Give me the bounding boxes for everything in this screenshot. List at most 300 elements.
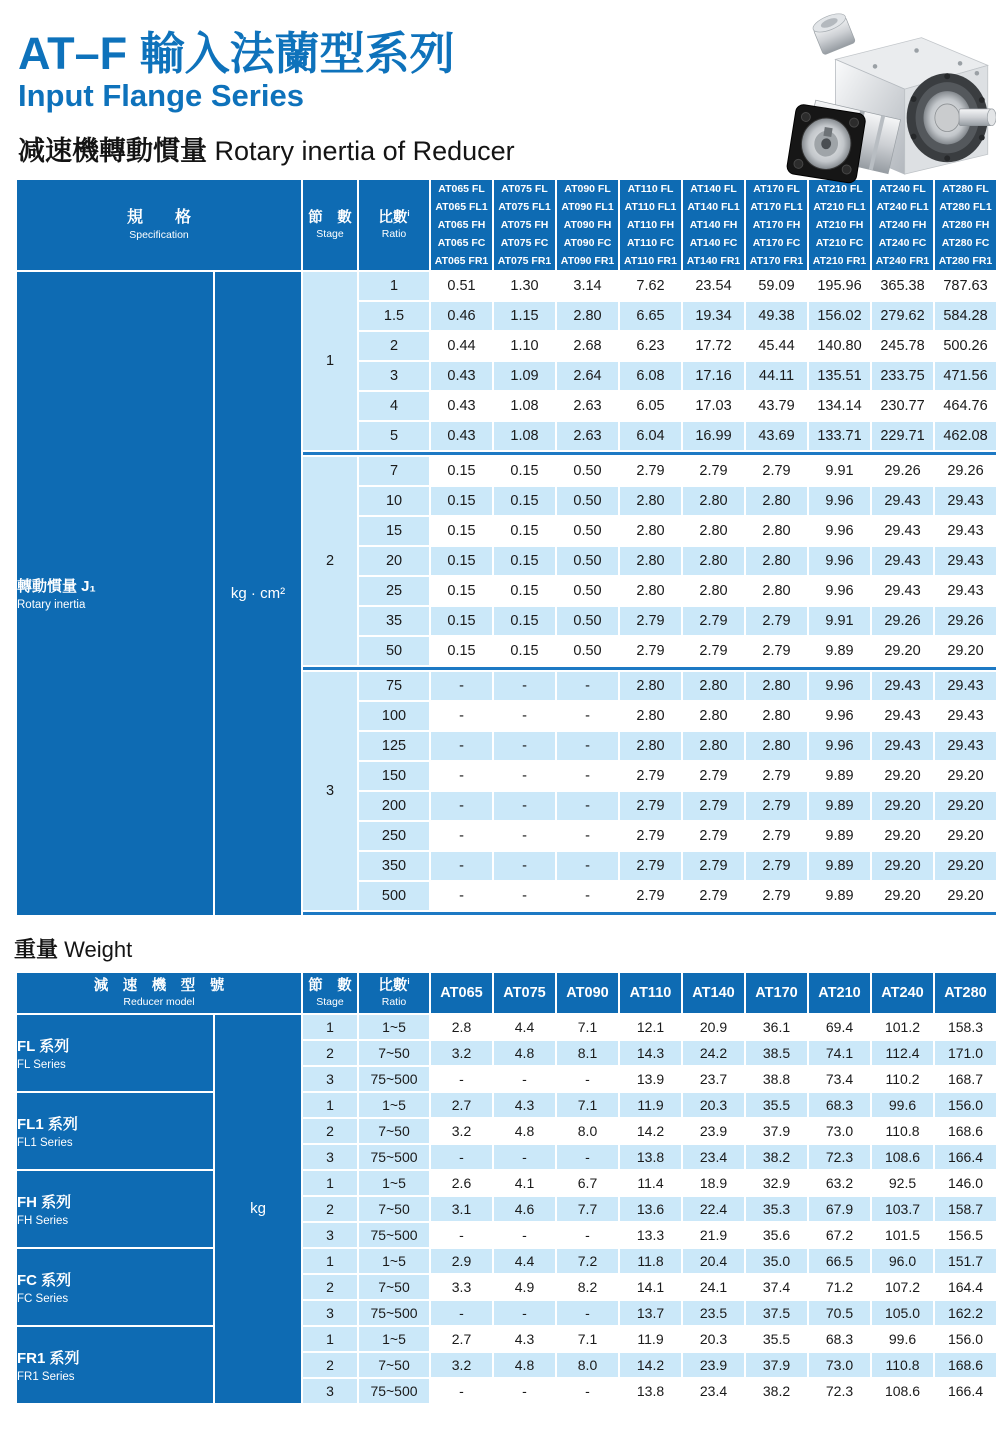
inertia-value-cell: 2.80 xyxy=(683,547,744,575)
weight-value-cell: 14.2 xyxy=(620,1353,681,1377)
ratio-header-en: Ratio xyxy=(381,995,407,1008)
series-label-en: FR1 Series xyxy=(17,1370,75,1383)
inertia-value-cell: 0.50 xyxy=(557,457,618,485)
weight-value-cell: 72.3 xyxy=(809,1145,870,1169)
ratio-cell: 7~50 xyxy=(359,1197,429,1221)
inertia-value-cell: 9.91 xyxy=(809,457,870,485)
weight-value-cell: 35.3 xyxy=(746,1197,807,1221)
inertia-value-cell: - xyxy=(431,762,492,790)
model-column-header xyxy=(431,180,492,270)
series-label-en: FH Series xyxy=(17,1214,69,1227)
inertia-value-cell: 2.80 xyxy=(620,577,681,605)
weight-value-cell: 63.2 xyxy=(809,1171,870,1195)
weight-value-cell: 20.4 xyxy=(683,1249,744,1273)
inertia-value-cell: 2.80 xyxy=(620,517,681,545)
ratio-cell: 3 xyxy=(359,362,429,390)
inertia-value-cell: 6.04 xyxy=(620,422,681,450)
weight-value-cell: 3.1 xyxy=(431,1197,492,1221)
stage-header-zh: 節 數 xyxy=(308,209,352,226)
series-label-zh: FC 系列 xyxy=(17,1271,72,1289)
inertia-value-cell: 45.44 xyxy=(746,332,807,360)
inertia-value-cell: 2.63 xyxy=(557,392,618,420)
inertia-value-cell: 29.20 xyxy=(935,792,996,820)
ratio-cell: 500 xyxy=(359,882,429,910)
weight-value-cell: 36.1 xyxy=(746,1015,807,1039)
inertia-value-cell: 787.63 xyxy=(935,272,996,300)
weight-value-cell: 71.2 xyxy=(809,1275,870,1299)
weight-value-cell: 99.6 xyxy=(872,1093,933,1117)
reducer-model-header-cell xyxy=(17,973,301,1013)
weight-table xyxy=(15,971,998,1405)
inertia-value-cell: 2.79 xyxy=(746,792,807,820)
model-column-header: AT240 xyxy=(872,973,933,1013)
inertia-value-cell: 29.43 xyxy=(872,547,933,575)
weight-value-cell: 37.5 xyxy=(746,1301,807,1325)
weight-value-cell: 4.8 xyxy=(494,1353,555,1377)
inertia-value-cell: 0.50 xyxy=(557,487,618,515)
stage-divider xyxy=(303,912,996,915)
weight-value-cell: - xyxy=(557,1067,618,1091)
inertia-value-cell: - xyxy=(431,822,492,850)
reducer-model-header-en: Reducer model xyxy=(123,995,195,1008)
ratio-cell: 7~50 xyxy=(359,1275,429,1299)
weight-value-cell: 13.8 xyxy=(620,1145,681,1169)
weight-value-cell: 158.3 xyxy=(935,1015,996,1039)
weight-value-cell: 4.8 xyxy=(494,1119,555,1143)
model-column-header: AT170 xyxy=(746,973,807,1013)
inertia-value-cell: 2.79 xyxy=(746,762,807,790)
inertia-value-cell: 29.20 xyxy=(872,762,933,790)
inertia-value-cell: 2.79 xyxy=(683,882,744,910)
weight-value-cell: 21.9 xyxy=(683,1223,744,1247)
inertia-value-cell: 2.80 xyxy=(746,732,807,760)
inertia-value-cell: 29.20 xyxy=(935,762,996,790)
model-variant-label: AT065 FH xyxy=(437,218,486,231)
inertia-value-cell: 1.15 xyxy=(494,302,555,330)
weight-value-cell: 2.8 xyxy=(431,1015,492,1039)
weight-row xyxy=(17,1015,996,1039)
inertia-value-cell: 134.14 xyxy=(809,392,870,420)
ratio-cell: 2 xyxy=(359,332,429,360)
stage-cell: 3 xyxy=(303,1067,357,1091)
model-variant-label: AT170 FL xyxy=(753,182,800,195)
weight-value-cell: 6.7 xyxy=(557,1171,618,1195)
weight-value-cell: 14.3 xyxy=(620,1041,681,1065)
inertia-value-cell: 279.62 xyxy=(872,302,933,330)
inertia-value-cell: 6.23 xyxy=(620,332,681,360)
weight-value-cell: 23.4 xyxy=(683,1379,744,1403)
weight-value-cell: 22.4 xyxy=(683,1197,744,1221)
model-variant-label: AT240 FH xyxy=(878,218,927,231)
model-column-header: AT110 xyxy=(620,973,681,1013)
weight-table-header-row xyxy=(17,973,996,1013)
weight-value-cell: 166.4 xyxy=(935,1379,996,1403)
model-variant-label: AT110 FL1 xyxy=(624,200,677,213)
inertia-value-cell: 0.15 xyxy=(431,487,492,515)
weight-value-cell: 11.4 xyxy=(620,1171,681,1195)
weight-value-cell: 23.4 xyxy=(683,1145,744,1169)
stage-header-en: Stage xyxy=(316,995,344,1008)
model-variant-label: AT090 FL xyxy=(564,182,611,195)
weight-value-cell: 66.5 xyxy=(809,1249,870,1273)
inertia-value-cell: - xyxy=(557,672,618,700)
inertia-value-cell: - xyxy=(494,732,555,760)
weight-title-en: Weight xyxy=(64,936,133,962)
ratio-cell: 100 xyxy=(359,702,429,730)
inertia-value-cell: 2.80 xyxy=(683,487,744,515)
weight-value-cell: 101.5 xyxy=(872,1223,933,1247)
inertia-value-cell: 2.68 xyxy=(557,332,618,360)
inertia-value-cell: - xyxy=(431,672,492,700)
model-column-header xyxy=(683,180,744,270)
weight-value-cell: 2.7 xyxy=(431,1327,492,1351)
inertia-value-cell: - xyxy=(494,852,555,880)
weight-value-cell: 112.4 xyxy=(872,1041,933,1065)
weight-value-cell: 37.9 xyxy=(746,1119,807,1143)
inertia-value-cell: 0.15 xyxy=(494,517,555,545)
inertia-value-cell: 9.89 xyxy=(809,822,870,850)
model-variant-label: AT075 FH xyxy=(500,218,549,231)
stage-cell: 3 xyxy=(303,1145,357,1169)
inertia-value-cell: 0.44 xyxy=(431,332,492,360)
weight-value-cell: 164.4 xyxy=(935,1275,996,1299)
inertia-value-cell: - xyxy=(494,762,555,790)
weight-value-cell: 4.3 xyxy=(494,1093,555,1117)
inertia-value-cell: 2.79 xyxy=(683,637,744,665)
inertia-value-cell: 9.89 xyxy=(809,882,870,910)
model-variant-label: AT240 FR1 xyxy=(875,254,930,267)
inertia-table-header-row xyxy=(17,180,996,270)
weight-value-cell: - xyxy=(494,1379,555,1403)
inertia-value-cell: 9.89 xyxy=(809,792,870,820)
inertia-value-cell: 17.03 xyxy=(683,392,744,420)
model-variant-label: AT075 FL1 xyxy=(498,200,551,213)
inertia-value-cell: 0.43 xyxy=(431,422,492,450)
inertia-value-cell: 29.20 xyxy=(872,852,933,880)
weight-value-cell: 23.7 xyxy=(683,1067,744,1091)
weight-title-zh: 重量 xyxy=(14,936,59,962)
inertia-value-cell: 0.50 xyxy=(557,607,618,635)
inertia-value-cell: 2.79 xyxy=(683,822,744,850)
ratio-cell: 5 xyxy=(359,422,429,450)
weight-value-cell: 72.3 xyxy=(809,1379,870,1403)
weight-value-cell: 110.2 xyxy=(872,1067,933,1091)
ratio-cell: 7~50 xyxy=(359,1353,429,1377)
inertia-value-cell: 0.51 xyxy=(431,272,492,300)
ratio-cell: 7~50 xyxy=(359,1119,429,1143)
inertia-value-cell: 2.80 xyxy=(683,672,744,700)
ratio-cell: 25 xyxy=(359,577,429,605)
stage-divider xyxy=(303,452,996,455)
weight-value-cell: 151.7 xyxy=(935,1249,996,1273)
weight-value-cell: 32.9 xyxy=(746,1171,807,1195)
ratio-header-cell xyxy=(359,973,429,1013)
model-variant-label: AT110 FC xyxy=(626,236,675,249)
inertia-value-cell: 16.99 xyxy=(683,422,744,450)
weight-value-cell: 4.6 xyxy=(494,1197,555,1221)
weight-value-cell: 158.7 xyxy=(935,1197,996,1221)
weight-value-cell: 69.4 xyxy=(809,1015,870,1039)
weight-value-cell: 23.5 xyxy=(683,1301,744,1325)
weight-value-cell: 7.1 xyxy=(557,1093,618,1117)
inertia-value-cell: 1.08 xyxy=(494,422,555,450)
weight-row xyxy=(17,1249,996,1273)
inertia-value-cell: 2.80 xyxy=(746,672,807,700)
weight-value-cell: - xyxy=(431,1145,492,1169)
ratio-header-zh-text: 比數 xyxy=(378,209,408,226)
ratio-cell: 1~5 xyxy=(359,1171,429,1195)
model-variant-label: AT280 FH xyxy=(941,218,990,231)
weight-value-cell: 38.5 xyxy=(746,1041,807,1065)
stage-cell: 2 xyxy=(303,1119,357,1143)
stage-cell: 3 xyxy=(303,1223,357,1247)
inertia-value-cell: - xyxy=(494,882,555,910)
inertia-value-cell: 2.64 xyxy=(557,362,618,390)
weight-unit-cell: kg xyxy=(215,1015,301,1403)
ratio-header-en: Ratio xyxy=(381,227,407,240)
weight-value-cell: 168.6 xyxy=(935,1119,996,1143)
weight-value-cell: - xyxy=(494,1067,555,1091)
model-variant-label: AT240 FL xyxy=(879,182,926,195)
model-variant-label: AT280 FC xyxy=(941,236,990,249)
model-variant-label: AT110 FL xyxy=(627,182,674,195)
inertia-value-cell: 29.43 xyxy=(935,517,996,545)
inertia-value-cell: 0.15 xyxy=(431,577,492,605)
weight-value-cell: 171.0 xyxy=(935,1041,996,1065)
model-column-header xyxy=(809,180,870,270)
inertia-value-cell: 9.96 xyxy=(809,517,870,545)
weight-value-cell: 18.9 xyxy=(683,1171,744,1195)
model-variant-label: AT140 FL xyxy=(690,182,737,195)
weight-value-cell: 12.1 xyxy=(620,1015,681,1039)
weight-value-cell: 13.7 xyxy=(620,1301,681,1325)
weight-value-cell: 14.2 xyxy=(620,1119,681,1143)
inertia-value-cell: 0.50 xyxy=(557,517,618,545)
section-title-en: Rotary inertia of Reducer xyxy=(214,135,515,166)
weight-value-cell: 14.1 xyxy=(620,1275,681,1299)
model-variant-label: AT065 FL xyxy=(438,182,485,195)
weight-value-cell: 73.0 xyxy=(809,1353,870,1377)
model-variant-label: AT075 FR1 xyxy=(497,254,552,267)
ratio-cell: 125 xyxy=(359,732,429,760)
inertia-value-cell: 229.71 xyxy=(872,422,933,450)
inertia-value-cell: 29.43 xyxy=(872,672,933,700)
inertia-value-cell: 0.46 xyxy=(431,302,492,330)
page-title-english: Input Flange Series xyxy=(18,77,304,113)
inertia-value-cell: 2.79 xyxy=(746,822,807,850)
weight-value-cell: 35.6 xyxy=(746,1223,807,1247)
series-label-en: FL Series xyxy=(17,1058,66,1071)
inertia-value-cell: 43.69 xyxy=(746,422,807,450)
model-variant-label: AT090 FH xyxy=(563,218,612,231)
inertia-value-cell: 2.79 xyxy=(620,852,681,880)
ratio-cell: 150 xyxy=(359,762,429,790)
model-column-header: AT210 xyxy=(809,973,870,1013)
stage-cell: 1 xyxy=(303,1093,357,1117)
inertia-value-cell: - xyxy=(494,822,555,850)
inertia-value-cell: 29.43 xyxy=(935,702,996,730)
model-variant-label: AT210 FL1 xyxy=(813,200,866,213)
weight-value-cell: 4.8 xyxy=(494,1041,555,1065)
inertia-value-cell: 29.20 xyxy=(872,637,933,665)
weight-value-cell: 35.0 xyxy=(746,1249,807,1273)
inertia-value-cell: 9.89 xyxy=(809,762,870,790)
weight-value-cell: 20.3 xyxy=(683,1327,744,1351)
weight-value-cell: - xyxy=(494,1223,555,1247)
ratio-cell: 7 xyxy=(359,457,429,485)
model-variant-label: AT090 FC xyxy=(563,236,612,249)
inertia-value-cell: 0.50 xyxy=(557,577,618,605)
weight-value-cell: 4.3 xyxy=(494,1327,555,1351)
inertia-value-cell: 2.79 xyxy=(620,607,681,635)
inertia-value-cell: 9.96 xyxy=(809,702,870,730)
weight-value-cell: 24.1 xyxy=(683,1275,744,1299)
inertia-value-cell: - xyxy=(494,792,555,820)
weight-value-cell: 168.7 xyxy=(935,1067,996,1091)
inertia-value-cell: - xyxy=(431,732,492,760)
inertia-value-cell: - xyxy=(557,822,618,850)
inertia-value-cell: 29.43 xyxy=(935,577,996,605)
weight-value-cell: - xyxy=(494,1301,555,1325)
weight-value-cell: 38.2 xyxy=(746,1379,807,1403)
series-label-en: FL1 Series xyxy=(17,1136,73,1149)
model-column-header xyxy=(872,180,933,270)
inertia-value-cell: 2.80 xyxy=(620,732,681,760)
weight-value-cell: 96.0 xyxy=(872,1249,933,1273)
weight-value-cell: 110.8 xyxy=(872,1353,933,1377)
weight-value-cell: 156.0 xyxy=(935,1327,996,1351)
weight-value-cell: 20.3 xyxy=(683,1093,744,1117)
stage-cell: 2 xyxy=(303,457,357,665)
model-variant-label: AT280 FL1 xyxy=(939,200,992,213)
model-variant-label: AT240 FL1 xyxy=(876,200,929,213)
weight-value-cell: 99.6 xyxy=(872,1327,933,1351)
inertia-value-cell: 230.77 xyxy=(872,392,933,420)
inertia-value-cell: 2.80 xyxy=(620,702,681,730)
inertia-value-cell: - xyxy=(431,882,492,910)
weight-value-cell: 73.4 xyxy=(809,1067,870,1091)
inertia-value-cell: 2.79 xyxy=(746,607,807,635)
inertia-value-cell: 9.96 xyxy=(809,672,870,700)
series-label-zh: FH 系列 xyxy=(17,1193,72,1211)
weight-value-cell: 67.2 xyxy=(809,1223,870,1247)
ratio-cell: 75~500 xyxy=(359,1379,429,1403)
inertia-value-cell: 0.15 xyxy=(431,547,492,575)
stage-header-cell xyxy=(303,180,357,270)
stage-cell: 1 xyxy=(303,1171,357,1195)
inertia-value-cell: 2.80 xyxy=(746,487,807,515)
spec-header-cell xyxy=(17,180,301,270)
model-variant-label: AT170 FR1 xyxy=(749,254,804,267)
model-column-header: AT280 xyxy=(935,973,996,1013)
ratio-cell: 1~5 xyxy=(359,1327,429,1351)
stage-header-zh: 節 數 xyxy=(308,977,352,994)
weight-value-cell: - xyxy=(557,1301,618,1325)
rotary-inertia-row-label xyxy=(17,272,213,915)
weight-value-cell: 38.8 xyxy=(746,1067,807,1091)
inertia-value-cell: 29.43 xyxy=(935,672,996,700)
inertia-value-cell: 2.79 xyxy=(620,882,681,910)
inertia-value-cell: 2.79 xyxy=(746,457,807,485)
model-variant-label: AT140 FC xyxy=(689,236,738,249)
model-column-header xyxy=(620,180,681,270)
inertia-value-cell: 0.43 xyxy=(431,392,492,420)
series-label-zh: FL1 系列 xyxy=(17,1115,78,1133)
inertia-value-cell: 584.28 xyxy=(935,302,996,330)
series-label xyxy=(17,1015,213,1091)
weight-value-cell: 162.2 xyxy=(935,1301,996,1325)
ratio-cell: 250 xyxy=(359,822,429,850)
inertia-value-cell: 2.80 xyxy=(746,577,807,605)
stage-cell: 2 xyxy=(303,1041,357,1065)
inertia-value-cell: 0.15 xyxy=(494,607,555,635)
model-variant-label: AT065 FR1 xyxy=(434,254,489,267)
stage-header-cell xyxy=(303,973,357,1013)
inertia-value-cell: 2.79 xyxy=(620,762,681,790)
inertia-value-cell: 500.26 xyxy=(935,332,996,360)
ratio-cell: 1~5 xyxy=(359,1093,429,1117)
inertia-value-cell: 59.09 xyxy=(746,272,807,300)
inertia-value-cell: 462.08 xyxy=(935,422,996,450)
weight-value-cell: 11.9 xyxy=(620,1327,681,1351)
model-variant-label: AT210 FH xyxy=(815,218,864,231)
inertia-value-cell: 2.80 xyxy=(683,517,744,545)
inertia-table-body xyxy=(17,272,996,915)
spec-header-zh: 規 格 xyxy=(127,208,192,226)
weight-value-cell: 7.7 xyxy=(557,1197,618,1221)
inertia-value-cell: - xyxy=(557,762,618,790)
inertia-value-cell: 17.72 xyxy=(683,332,744,360)
weight-row xyxy=(17,1093,996,1117)
weight-value-cell: 3.2 xyxy=(431,1041,492,1065)
inertia-value-cell: 29.20 xyxy=(935,822,996,850)
inertia-value-cell: 156.02 xyxy=(809,302,870,330)
model-variant-label: AT210 FC xyxy=(815,236,864,249)
inertia-value-cell: - xyxy=(494,672,555,700)
weight-value-cell: 103.7 xyxy=(872,1197,933,1221)
model-variant-label: AT280 FL xyxy=(942,182,989,195)
inertia-value-cell: 6.05 xyxy=(620,392,681,420)
inertia-value-cell: 2.79 xyxy=(683,852,744,880)
inertia-value-cell: - xyxy=(557,792,618,820)
model-column-header xyxy=(494,180,555,270)
ratio-cell: 1.5 xyxy=(359,302,429,330)
inertia-value-cell: 29.43 xyxy=(935,547,996,575)
reducer-model-header-zh: 減 速 機 型 號 xyxy=(93,977,225,994)
stage-cell: 1 xyxy=(303,1015,357,1039)
weight-value-cell: 23.9 xyxy=(683,1353,744,1377)
inertia-value-cell: 43.79 xyxy=(746,392,807,420)
inertia-value-cell: 0.15 xyxy=(431,637,492,665)
inertia-value-cell: 2.63 xyxy=(557,422,618,450)
stage-cell: 2 xyxy=(303,1353,357,1377)
inertia-value-cell: 140.80 xyxy=(809,332,870,360)
weight-value-cell: 68.3 xyxy=(809,1093,870,1117)
model-variant-label: AT170 FC xyxy=(752,236,801,249)
model-column-header: AT065 xyxy=(431,973,492,1013)
inertia-value-cell: 3.14 xyxy=(557,272,618,300)
weight-value-cell: 4.4 xyxy=(494,1249,555,1273)
inertia-value-cell: 6.65 xyxy=(620,302,681,330)
ratio-cell: 35 xyxy=(359,607,429,635)
inertia-value-cell: 2.79 xyxy=(620,822,681,850)
inertia-value-cell: 2.80 xyxy=(746,702,807,730)
inertia-value-cell: 6.08 xyxy=(620,362,681,390)
inertia-value-cell: 2.79 xyxy=(746,637,807,665)
inertia-value-cell: 9.96 xyxy=(809,487,870,515)
weight-value-cell: 101.2 xyxy=(872,1015,933,1039)
weight-value-cell: - xyxy=(431,1301,492,1325)
